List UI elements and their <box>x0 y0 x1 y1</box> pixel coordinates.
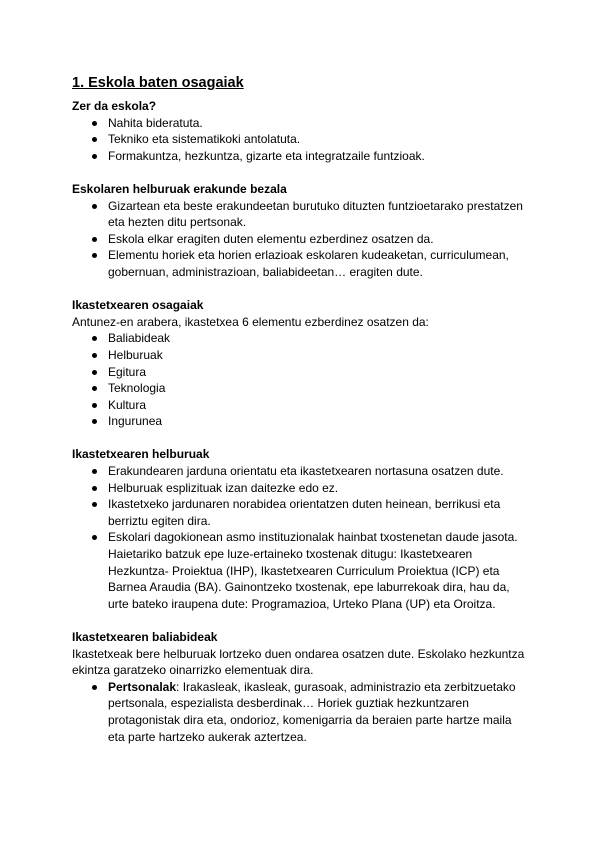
list-item: Eskola elkar eragiten duten elementu ezberdinez osatzen da. <box>72 231 530 248</box>
list-item: Nahita bideratuta. <box>72 115 530 132</box>
section-ikastetxearen-osagaiak <box>72 297 530 430</box>
section-heading: Ikastetxearen helburuak <box>72 447 210 462</box>
list-item: Helburuak <box>72 347 530 364</box>
section-zer-da-eskola <box>72 98 530 164</box>
item-term: Pertsonalak <box>108 679 177 694</box>
item-text: : Irakasleak, ikasleak, gurasoak, administrazio eta zerbitzuetako pertsonala, espezialista desberdinak… Horiek guztiak hezkuntzaren protagonistak dira eta, ondorioz, komenigarria da beraien parte hartze maila eta parte hartzeko aukerak aztertzea. <box>108 679 516 744</box>
section-heading: Eskolaren helburuak erakunde bezala <box>72 181 287 196</box>
list-item: Kultura <box>72 397 530 414</box>
list-item: Ikastetxeko jardunaren norabidea orientatzen duten heinean, berrikusi eta berriztu egiten dira. <box>72 496 530 529</box>
section-eskolaren-helburuak <box>72 181 530 281</box>
section-heading: Ikastetxearen osagaiak <box>72 298 204 313</box>
list-item <box>72 679 530 745</box>
bullet-list <box>72 198 530 281</box>
list-item: Ingurunea <box>72 413 530 430</box>
list-item: Erakundearen jarduna orientatu eta ikastetxearen nortasuna osatzen dute. <box>72 463 530 480</box>
bullet-list <box>72 679 530 745</box>
section-heading: Ikastetxearen baliabideak <box>72 630 218 644</box>
section-ikastetxearen-baliabideak <box>72 629 530 745</box>
bullet-list <box>72 330 530 430</box>
list-item: Helburuak esplizituak izan daitezke edo ez. <box>72 480 530 497</box>
section-heading: Zer da eskola? <box>72 99 157 113</box>
document-title: 1. Eskola baten osagaiak <box>72 75 244 91</box>
section-intro: Ikastetxeak bere helburuak lortzeko duen ondarea osatzen dute. Eskolako hezkuntza ekintza garatzeko oinarrizko elementuak dira. <box>72 646 525 678</box>
list-item: Teknologia <box>72 380 530 397</box>
list-item: Tekniko eta sistematikoki antolatuta. <box>72 131 530 148</box>
bullet-list <box>72 463 530 612</box>
section-intro: Antunez-en arabera, ikastetxea 6 elementu ezberdinez osatzen da: <box>72 314 429 329</box>
list-item: Gizartean eta beste erakundeetan burutuko dituzten funtzioetarako prestatzen eta hezten ditu pertsonak. <box>72 198 530 231</box>
section-ikastetxearen-helburuak <box>72 446 530 612</box>
bullet-list <box>72 115 530 165</box>
list-item: Baliabideak <box>72 330 530 347</box>
document-page <box>72 73 530 762</box>
list-item: Elementu horiek eta horien erlazioak eskolaren kudeaketan, curriculumean, gobernuan, administrazioan, baliabideetan… eragiten dute. <box>72 247 530 280</box>
list-item: Formakuntza, hezkuntza, gizarte eta integratzaile funtzioak. <box>72 148 530 165</box>
list-item: Eskolari dagokionean asmo instituzionalak hainbat txostenetan daude jasota. Haietariko batzuk epe luze-ertaineko txostenak ditugu: Ikastetxearen Hezkuntza- Proiektua (IHP), Ikastetxearen Curriculum Proiektua (ICP) eta Barnea Araudia (BA). Gainontzeko txostenak, epe laburrekoak dira, hau da, urte bateko iraupena dute: Programazioa, Urteko Plana (UP) eta Oroitza. <box>72 529 530 612</box>
list-item: Egitura <box>72 364 530 381</box>
